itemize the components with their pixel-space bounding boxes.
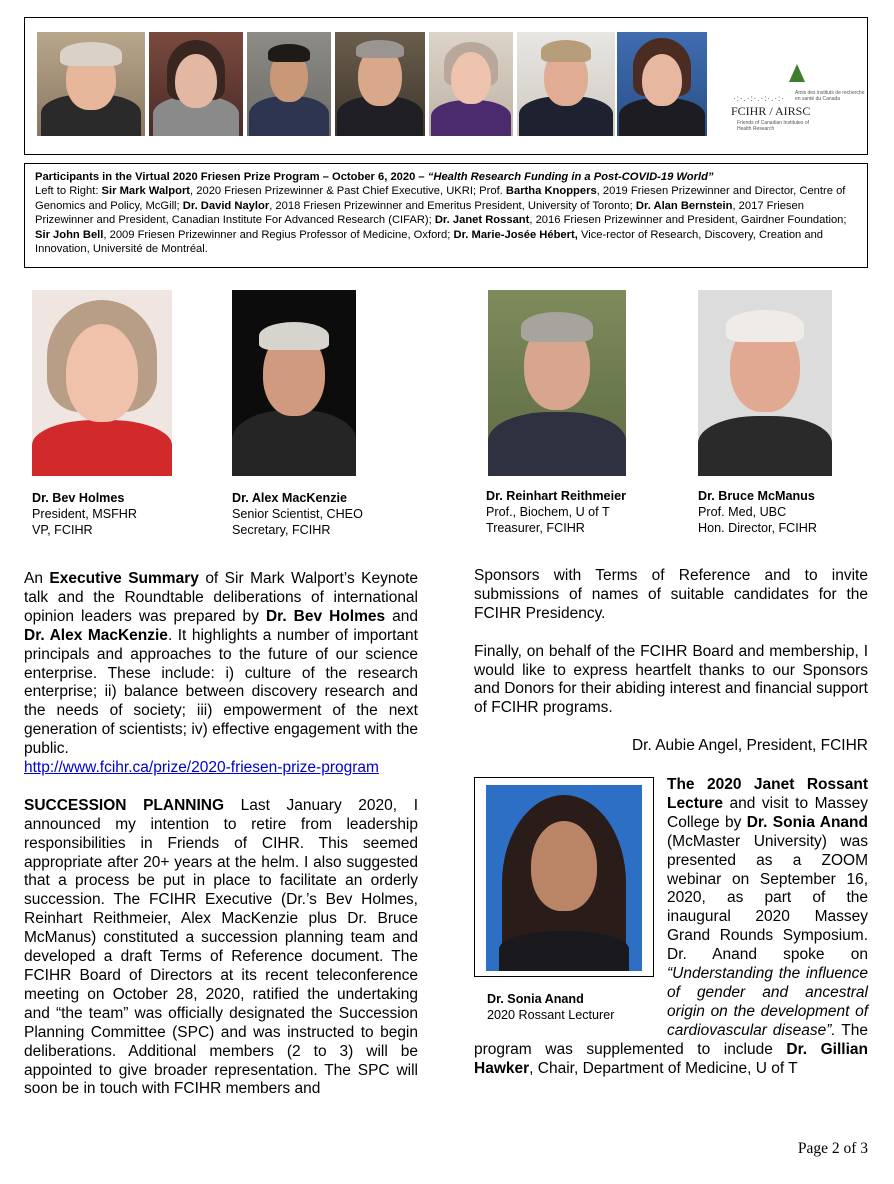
photo-alex-mackenzie <box>232 290 356 476</box>
person-bev-holmes <box>32 490 137 538</box>
person-bruce-mcmanus <box>698 488 817 536</box>
caption-text: , 2016 Friesen Prizewinner and President, Gairdner Foundation; <box>529 214 847 227</box>
person-alex-mackenzie <box>232 490 363 538</box>
caption-text: , 2020 Friesen Prizewinner & Past Chief Executive, UKRI; Prof. <box>190 185 506 198</box>
bold-text: Dr. Sonia Anand <box>746 813 868 831</box>
signature: Dr. Aubie Angel, President, FCIHR <box>631 737 868 755</box>
executive-summary-paragraph <box>24 570 418 778</box>
caption-person: Bartha Knoppers <box>505 185 597 198</box>
italic-text: “Understanding the influence of gender and ancestral origin on the development of cardiovascular disease”. <box>667 965 868 1039</box>
person-name: Dr. Sonia Anand <box>487 992 584 1006</box>
bold-text: Dr. Gillian Hawker <box>474 1040 868 1077</box>
bold-text: Dr. Alex MacKenzie <box>24 626 168 644</box>
page-number: Page 2 of 3 <box>797 1140 868 1157</box>
caption-text: , 2009 Friesen Prizewinner and Regius Professor of Medicine, Oxford; <box>103 228 454 241</box>
photo-caption <box>24 163 868 268</box>
caption-text: , 2019 Friesen Prizewinner and Director, Centre of Genomics and Policy, McGill; <box>35 185 846 212</box>
body-text: of Sir Mark Walport’s Keynote talk and the Roundtable deliberations of international opinion leaders was prepared by <box>24 570 419 625</box>
rossant-lecture-paragraph <box>474 776 868 1079</box>
right-column-top <box>474 567 868 756</box>
caption-text: , 2018 Friesen Prizewinner and Emeritus President, University of Toronto; <box>269 199 636 212</box>
bold-text: The 2020 Janet Rossant Lecture <box>667 776 868 812</box>
bold-text: Executive Summary <box>49 570 199 587</box>
person-role: Prof., Biochem, U of T <box>486 505 610 519</box>
person-role: Hon. Director, FCIHR <box>698 521 817 535</box>
person-role: President, MSFHR <box>32 507 137 521</box>
body-text: and visit to Massey College by <box>667 794 868 831</box>
bold-text: Dr. Bev Holmes <box>265 607 386 625</box>
photo-rossant <box>429 32 513 136</box>
continued-paragraph: Sponsors with Terms of Reference and to invite submissions of names of suitable candidates for the FCIHR Presidency. <box>474 567 868 622</box>
logo-english-text: Friends of Canadian Institutes of Health Research <box>737 120 809 132</box>
logo-french-text: Amis des instituts de recherche en santé du Canada <box>795 90 865 102</box>
photo-knoppers <box>149 32 243 136</box>
participants-photo-banner <box>24 17 868 155</box>
photo-naylor <box>247 32 331 136</box>
photo-reinhart-reithmeier <box>488 290 626 476</box>
body-text: . It highlights a number of important principals and approaches to the future of our science enterprise. These include: i) culture of the research enterprise; ii) balance between discovery research and the needs of society; iii) empowerment of the next generation of scientists; iv) effective engagement with the public. <box>24 626 418 758</box>
caption-text: Left to Right: <box>35 185 102 198</box>
caption-person: Dr. Marie-Josée Hébert, <box>453 228 578 241</box>
body-text: , Chair, Department of Medicine, U of T <box>529 1059 798 1077</box>
logo-text: FCIHR / AIRSC <box>731 104 811 118</box>
photo-bernstein <box>335 32 425 136</box>
person-role: Secretary, FCIHR <box>232 523 331 537</box>
person-name: Dr. Alex MacKenzie <box>232 491 348 505</box>
photo-bev-holmes <box>32 290 172 476</box>
float-spacer <box>474 776 667 1040</box>
person-role: Prof. Med, UBC <box>698 505 787 519</box>
body-text: An <box>24 570 50 587</box>
person-role: Senior Scientist, CHEO <box>232 507 363 521</box>
logo-dots: ·:·.·:·.·:·.·:· <box>733 94 785 103</box>
succession-planning-paragraph <box>24 797 418 1100</box>
caption-person: Dr. Janet Rossant <box>434 214 530 227</box>
person-role: VP, FCIHR <box>32 523 93 537</box>
caption-title: “Health Research Funding in a Post-COVID-19 World” <box>427 171 714 183</box>
caption-person: Dr. David Naylor <box>182 199 270 212</box>
left-column <box>24 570 418 1099</box>
person-name: Dr. Reinhart Reithmeier <box>486 489 626 503</box>
friesen-prize-link[interactable]: http://www.fcihr.ca/prize/2020-friesen-prize-program <box>24 759 379 777</box>
person-name: Dr. Bruce McManus <box>698 489 815 503</box>
maple-leaf-icon <box>789 64 805 82</box>
photo-hebert <box>617 32 707 136</box>
thanks-paragraph: Finally, on behalf of the FCIHR Board and membership, I would like to express heartfelt thanks to our Sponsors and Donors for their abiding interest and financial support of FCIHR programs. <box>474 642 868 717</box>
person-reinhart-reithmeier <box>486 488 626 536</box>
body-text: (McMaster University) was presented as a ZOOM webinar on September 16, 2020, as part of the inaugural 2020 Massey Grand Rounds Symposium. Dr. Anand spoke on <box>667 832 868 964</box>
caption-text: Vice-rector of Research, Discovery, Creation and Innovation, Université de Montréal. <box>35 228 824 256</box>
body-text: Last January 2020, I announced my intention to retire from leadership responsibilities in Friends of CIHR. This seemed appropriate after 20+ years at the helm. I also suggested that a process be put in place to facilitate an orderly succession. The FCIHR Executive (Dr.’s Bev Holmes, Reinhart Reithmeier, Alex MacKenzie plus Dr. Bruce McManus) constituted a succession planning team and developed a draft Terms of Reference document. The FCIHR Board of Directors at its recent teleconference meeting on October 28, 2020, ratified the undertaking and “the team” was officially designated the Succession Planning Committee (SPC) and was instructed to begin deliberations. Additional members (2 to 3) will be appointed to give broader representation. The SPC will soon be in touch with FCIHR members and <box>24 796 418 1098</box>
caption-text: , 2017 Friesen Prizewinner and President, Canadian Institute For Advanced Research (CIFAR); <box>35 199 804 227</box>
caption-person: Sir John Bell <box>35 228 104 241</box>
body-text: The program was supplemented to include <box>474 1021 868 1058</box>
person-role: Treasurer, FCIHR <box>486 521 585 535</box>
person-name: Dr. Bev Holmes <box>32 491 125 505</box>
caption-heading: Participants in the Virtual 2020 Friesen Prize Program – October 6, 2020 – <box>35 171 425 183</box>
fcihr-logo <box>729 58 865 138</box>
caption-person: Dr. Alan Bernstein <box>635 199 733 212</box>
photo-walport <box>37 32 145 136</box>
body-text: and <box>385 607 418 625</box>
section-heading: SUCCESSION PLANNING <box>24 796 225 814</box>
photo-bruce-mcmanus <box>698 290 832 476</box>
caption-person: Sir Mark Walport <box>101 185 191 198</box>
person-role: 2020 Rossant Lecturer <box>487 1008 615 1022</box>
photo-bell <box>517 32 615 136</box>
